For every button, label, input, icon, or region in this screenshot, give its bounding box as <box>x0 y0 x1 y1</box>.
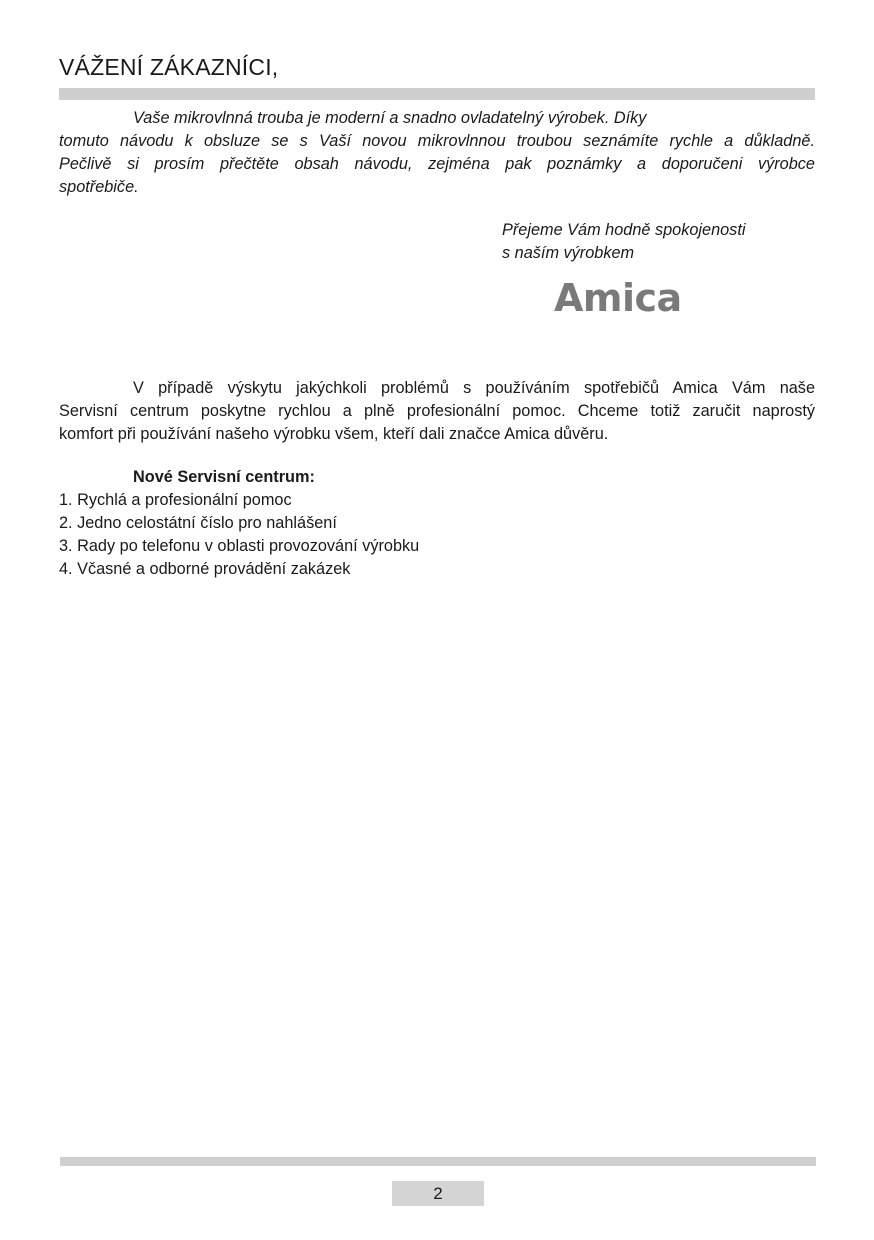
benefits-heading: Nové Servisní centrum: <box>133 468 315 486</box>
benefits-list <box>59 489 815 581</box>
greeting-line: Přejeme Vám hodně spokojenosti <box>502 221 746 239</box>
page-title: VÁŽENÍ ZÁKAZNÍCI, <box>59 54 279 80</box>
service-line: Servisní centrum poskytne rychlou a plně profesionální pomoc. Chceme totiž zaručit naprostý <box>59 402 815 420</box>
intro-line: Vaše mikrovlnná trouba je moderní a snadno ovladatelný výrobek. Díky <box>133 109 647 127</box>
list-item: 4. Včasné a odborné provádění zakázek <box>59 560 351 578</box>
header-divider <box>59 88 815 100</box>
list-item: 3. Rady po telefonu v oblasti provozování výrobku <box>59 537 420 555</box>
service-line: V případě výskytu jakýchkoli problémů s používáním spotřebičů Amica Vám naše <box>133 379 815 397</box>
greeting <box>502 219 745 265</box>
list-item: 1. Rychlá a profesionální pomoc <box>59 491 292 509</box>
list-item: 2. Jedno celostátní číslo pro nahlášení <box>59 514 337 532</box>
greeting-line: s naším výrobkem <box>502 244 635 262</box>
footer-divider <box>60 1157 816 1166</box>
service-line: komfort při používání našeho výrobku všem, kteří dali značce Amica důvěru. <box>59 425 609 443</box>
intro-line: tomuto návodu k obsluze se s Vaší novou mikrovlnnou troubou seznámíte rychle a důkladně. <box>59 132 815 150</box>
intro-line: Pečlivě si prosím přečtěte obsah návodu, zejména pak poznámky a doporučeni výrobce <box>59 155 815 173</box>
intro-paragraph <box>59 107 815 199</box>
service-benefits <box>59 466 815 581</box>
service-paragraph <box>59 377 815 446</box>
page-number: 2 <box>392 1181 484 1206</box>
amica-logo: Amica <box>554 276 682 320</box>
intro-line: spotřebiče. <box>59 178 139 196</box>
